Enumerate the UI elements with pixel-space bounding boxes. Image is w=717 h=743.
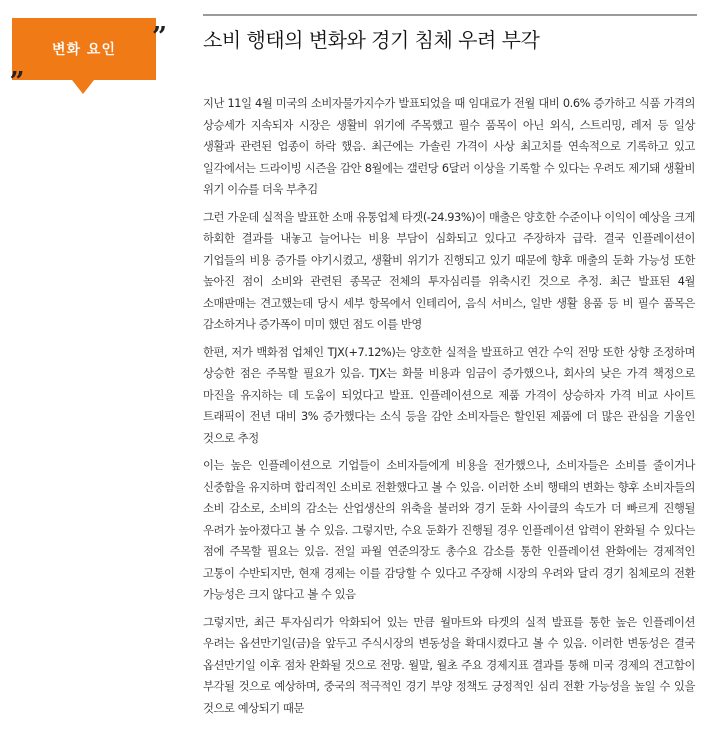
paragraph-1: 지난 11일 4월 미국의 소비자물가지수가 발표되었을 때 임대료가 전월 대비 0.6% 증가하고 식품 가격의 상승세가 지속되자 시장은 생활비 위기에 주목했고 필수 품목이 아닌 외식, 스트리밍, 레저 등 일상 생활과 관련된 업종이 하락 했음. 최근에는 가솔린 가격이 사상 최고치를 연속적으로 기록하고 있고 일각에서는 드라이빙 시즌을 감안 8월에는 갤런당 6달러 이상을 기록할 수 있다는 우려도 제기돼 생활비 위기 이슈를 더욱 부추김 [203, 97, 695, 196]
title-divider [203, 14, 697, 16]
paragraph-4: 이는 높은 인플레이션으로 기업들이 소비자들에게 비용을 전가했으나, 소비자들은 소비를 줄이거나 신중함을 유지하며 합리적인 소비로 전환했다고 볼 수 있음. 이러한 소비 행태의 변화는 향후 소비자들의 소비 감소로, 소비의 감소는 산업생산의 위축을 불러와 경기 둔화 사이클의 속도가 더 빠르게 진행될 우려가 높아졌다고 볼 수 있음. 그렇지만, 수요 둔화가 진행될 경우 인플레이션 압력이 완화될 수 있다는 점에 주목할 필요는 있음. 전일 파월 연준의장도 총수요 감소를 통한 인플레이션 완화에는 경제적인 고통이 수반되지만, 현재 경제는 이를 감당할 수 있다고 주장해 시장의 우려와 달리 경기 침체로의 전환 가능성은 크지 않다고 볼 수 있음 [203, 459, 695, 601]
paragraph-2: 그런 가운데 실적을 발표한 소매 유통업체 타겟(-24.93%)이 매출은 양호한 수준이나 이익이 예상을 크게 하회한 결과를 내놓고 늘어나는 비용 부담이 심화되고 있다고 주장하자 급락. 결국 인플레이션이 기업들의 비용 증가를 야기시켰고, 생활비 위기가 진행되고 있기 때문에 향후 매출의 둔화 가능성 또한 높아진 점이 소비와 관련된 종목군 전체의 투자심리를 위축시킨 것으로 추정. 최근 발표된 4월 소매판매는 견고했는데 당시 세부 항목에서 인테리어, 음식 서비스, 일반 생활 용품 등 비 필수 품목은 감소하거나 증가폭이 미미 했던 점도 이를 반영 [203, 210, 695, 331]
open-quote-icon: „ [10, 52, 25, 82]
paragraph-5: 그렇지만, 최근 투자심리가 악화되어 있는 만큼 월마트와 타겟의 실적 발표를 통한 높은 인플레이션 우려는 옵션만기일(금)을 앞두고 주식시장의 변동성을 확대시켰다고 볼 수 있음. 이러한 변동성은 결국 옵션만기일 이후 점차 완화될 것으로 전망. 월말, 월초 주요 경제지표 결과를 통해 미국 경제의 견고함이 부각될 것으로 예상하며, 중국의 적극적인 경기 부양 정책도 긍정적인 심리 전환 가능성을 높일 수 있을 것으로 예상되기 때문 [203, 615, 695, 715]
article-body [203, 93, 695, 725]
paragraph-3: 한편, 저가 백화점 업체인 TJX(+7.12%)는 양호한 실적을 발표하고 연간 수익 전망 또한 상향 조정하며 상승한 점은 주목할 필요가 있음. TJX는 화물 비용과 임금이 증가했으나, 회사의 낮은 가격 책정으로 마진을 유지하는 데 도움이 되었다고 발표. 인플레이션으로 제품 가격이 상승하자 가격 비교 사이트 트래픽이 전년 대비 3% 증가했다는 소식 등을 감안 소비자들은 할인된 제품에 더 많은 관심을 기울인 것으로 추정 [203, 345, 695, 445]
page-title: 소비 행태의 변화와 경기 침체 우려 부각 [203, 28, 540, 52]
badge-pointer [72, 80, 94, 94]
section-badge [10, 14, 167, 104]
close-quote-icon: ” [152, 22, 167, 52]
badge-box [12, 18, 156, 80]
badge-label: 변화 요인 [52, 42, 116, 58]
